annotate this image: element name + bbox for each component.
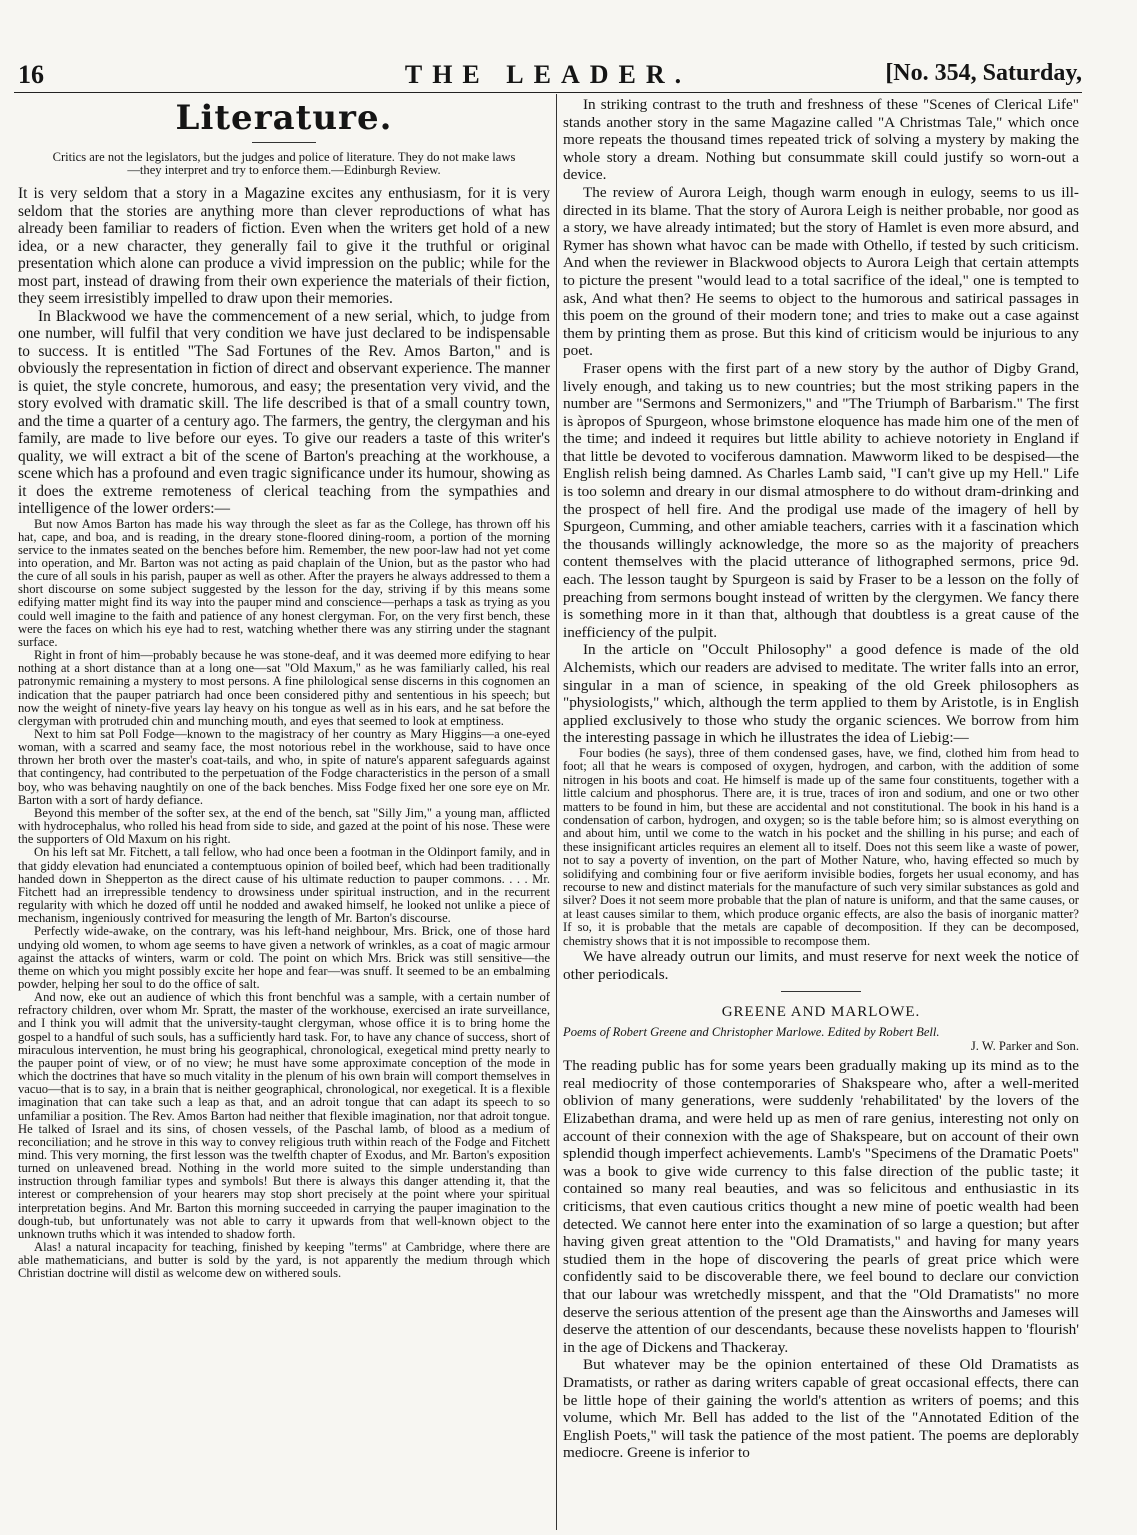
page-number: 16 [18,60,44,89]
quoted-paragraph: Beyond this member of the softer sex, at the end of the bench, sat "Silly Jim," a young man, afflicted with hydrocephalus, who rolled his head from side to side, and gazed at the point of his nose. These were the supporters of Old Maxum on his right. [18,805,550,847]
article-paragraph: It is very seldom that a story in a Magazine excites any enthusiasm, for it is very seldom that the stories are anything more than clever reproductions of what has already been familiar to readers of fiction. Even when the writers get hold of a new idea, or a new character, they generally fail to give it the truthful or original presentation which alone can produce a vivid impression on the public; while for the most part, instead of drawing from their own experience the materials of their fiction, they seem irresistibly impelled to draw upon their memories. [18,185,550,307]
article-paragraph: In Blackwood we have the commencement of a new serial, which, to judge from one number, will fulfil that very condition we have just declared to be indispensable to success. It is entitled "The Sad Fortunes of the Rev. Amos Barton," and is obviously the representation in fiction of direct and observant experience. The manner is quiet, the style concrete, humorous, and easy; the presentation very vivid, and the story evolved with dramatic skill. The life described is that of a small country town, and the time a quarter of a century ago. The farmers, the gentry, the clergyman and his family, are made to live before our eyes. To give our readers a taste of this writer's quality, we will extract a bit of the scene of Barton's preaching at the workhouse, a scene which has a profound and even tragic significance under its humour, showing as it does the extreme remoteness of clerical teaching from the sympathies and intelligence of the lower orders:— [18,307,550,517]
article-paragraph: We have already outrun our limits, and must reserve for next week the notice of other periodicals. [563,948,1079,983]
right-column [563,96,1079,1528]
article-paragraph: The reading public has for some years been gradually making up its mind as to the real mediocrity of those contemporaries of Shakspeare who, after a well-merited oblivion of many generations, were suddenly 'rehabilitated' by the lovers of the Elizabethan drama, and were held up as men of rare genius, interesting not only on account of their connexion with the age of Shakspeare, but on account of their own splendid though imperfect achievements. Lamb's "Specimens of the Dramatic Poets" was a book to give wide currency to this false direction of the public taste; it contained so many real beauties, and was so felicitous and enthusiastic in its criticisms, that even cautious critics thought a new mine of poetic wealth had been detected. We cannot here enter into the examination of so large a question; but after having given great attention to the "Old Dramatists," and having for many years studied them in the hope of discovering the pearls of great price which were confidently said to be discoverable there, we feel bound to declare our conviction that our labour was wretchedly misspent, and that the "Old Dramatists" no more deserve the serious attention of the present age than the Ainsworths and Jameses will deserve the attention of our descendants, because these novelists happen to 'flourish' in the age of Dickens and Thackeray. [563,1057,1079,1356]
quoted-paragraph: Right in front of him—probably because he was stone-deaf, and it was deemed more edifying to hear nothing at a short distance than at a long one—sat "Old Maxum," as he was familiarly called, his real patronymic remaining a mystery to most persons. A fine philological sense discerns in this cognomen an indication that the pauper patriarch had once been considered pithy and sententious in his speech; but now the weight of ninety-five years lay heavy on his tongue as well as in his ears, and he sat before the clergyman with protruded chin and munching mouth, and eyes that seemed to look at emptiness. [18,648,550,728]
ornament-rule [252,142,316,143]
article-paragraph: Fraser opens with the first part of a new story by the author of Digby Grand, lively enough, and taking us to new countries; but the most striking papers in the number are "Sermons and Sermonizers," and "The Triumph of Barbarism." The first is àpropos of Spurgeon, whose brimstone eloquence has made him one of the men of the time; and indeed it requires but little ability to achieve notoriety in England if that little be devoted to vociferous damnation. Mawworm liked to be despised—the English relish being damned. As Charles Lamb said, "I can't give up my Hell." Life is too solemn and dreary in our dismal atmosphere to do without dram-drinking and the prospect of hell fire. And the prodigal use made of the imagery of hell by Spurgeon, Cumming, and other amiable teachers, carries with it a fascination which the thousands willingly acknowledge, the more so as the majority of preachers content themselves with the placid utterance of lithographed sermons, price 9d. each. The lesson taught by Spurgeon is said by Fraser to be a lesson on the folly of preaching from sermons bought instead of written by the clergymen. We fancy there is something more in it than that, although that doubtless is a great cause of the inefficiency of the pulpit. [563,359,1079,641]
review-citation: Poems of Robert Greene and Christopher Marlowe. Edited by Robert Bell. [563,1025,940,1040]
quoted-paragraph: Next to him sat Poll Fodge—known to the magistracy of her country as Mary Higgins—a one-eyed woman, with a scarred and seamy face, the most notorious rebel in the workhouse, said to have once thrown her broth over the master's coat-tails, and who, in spite of nature's apparent safeguards against that contingency, had contributed to the perpetuation of the Fodge characteristics in the person of a small boy, who was behaving naughtily on one of the back benches. Miss Fodge fixed her one sore eye on Mr. Barton with a sort of hardy defiance. [18,727,550,807]
quoted-paragraph: Alas! a natural incapacity for teaching, finished by keeping "terms" at Cambridge, where there are able mathematicians, and butter is sold by the yard, is not apparently the medium through which Christian doctrine will distil as welcome dew on withered souls. [18,1240,550,1281]
quoted-paragraph: And now, eke out an audience of which this front benchful was a sample, with a certain number of refractory children, over whom Mr. Spratt, the master of the workhouse, exercised an irate surveillance, and I think you will admit that the university-taught clergyman, whose office it is to bring home the gospel to a handful of such souls, has a sufficiently hard task. For, to have any chance of success, short of miraculous intervention, he must bring his geographical, chronological, exegetical mind pretty nearly to the pauper point of view, or of no view; he must have some approximate conception of the mode in which the doctrines that have so much vitality in the plenum of his own brain will comport themselves in vacuo—that is to say, in a brain that is neither geographical, chronological, nor exegetical. It is a flexible imagination that can take such a leap as that, and an adroit tongue that can adapt its speech to so unfamiliar a position. The Rev. Amos Barton had neither that flexible imagination, nor that adroit tongue. He talked of Israel and its sins, of chosen vessels, of the Paschal lamb, of blood as a medium of reconciliation; and he strove in this way to convey religious truth within reach of the Fodge and Fitchett mind. This very morning, the first lesson was the twelfth chapter of Exodus, and Mr. Barton's exposition turned on unleavened bread. Nothing in the world more suited to the simple understanding than instruction through familiar types and symbols! But there is always this danger attending it, that the interest or comprehension of your hearers may stop short precisely at the point where your spiritual interpretation begins. And Mr. Barton this morning succeeded in carrying the pauper imagination to the dough-tub, but unfortunately was not able to carry it upwards from that well-known object to the unknown truths which it was intended to shadow forth. [18,990,550,1241]
newspaper-title: THE LEADER. [404,60,692,89]
review-title: GREENE AND MARLOWE. [721,1004,921,1021]
quoted-paragraph: On his left sat Mr. Fitchett, a tall fellow, who had once been a footman in the Oldinport family, and in that giddy elevation had enunciated a contemptuous opinion of boiled beef, which had been traditionally handed down in Shepperton as the direct cause of his ultimate reduction to pauper commons. . . . Mr. Fitchett had an irrepressible tendency to drowsiness under spiritual instruction, and in the recurrent regularity with which he dozed off until he nodded and awaked himself, he looked not unlike a piece of mechanism, ingeniously contrived for measuring the length of Mr. Barton's discourse. [18,845,550,926]
epigraph: Critics are not the legislators, but the judges and police of literature. They do not make laws—they interpret and try to enforce them.—Edinburgh Review. [52,150,516,177]
quoted-paragraph: Four bodies (he says), three of them condensed gases, have, we find, clothed him from head to foot; all that he wears is composed of oxygen, hydrogen, and carbon, with the addition of some nitrogen in his boots and coat. He himself is made up of the same four constituents, together with a little calcium and phosphorus. There are, it is true, traces of iron and sodium, and one or two other matters to be found in him, but these are accidental and not constitutional. The book in his hand is a condensation of carbon, hydrogen, and oxygen; so is the table before him; so is almost everything on and about him, until we come to the watch in his pocket and the shilling in his purse; and each of these insignificant articles requires an element all to itself. Does not this seem like a waste of power, not to say a poverty of invention, on the part of Mother Nature, who, having effected so much by solidifying and combining four or five aeriform invisible bodies, forgets her usual economy, and has recourse to new and distinct materials for the manufacture of such very similar substances as gold and silver? Does it not seem more probable that the plan of nature is uniform, and that the same causes, or at least causes similar to them, which produce organic effects, are also the basis of inorganic matter? If so, it is probable that the metals are capable of decomposition. If they can be decomposed, chemistry shows that it is not impossible to recompose them. [563,745,1079,948]
issue-info: [No. 354, Saturday, [885,60,1082,86]
masthead [14,58,1082,93]
article-paragraph: In the article on "Occult Philosophy" a good defence is made of the old Alchemists, which our readers are advised to meditate. The writer falls into an error, singular in a man of science, in speaking of the old Greek philosophers as "physiologists," which, although the term applied to them by Aristotle, is in English applied exclusively to those who study the organic sciences. We borrow from him the interesting passage in which he illustrates the idea of Liebig:— [563,641,1079,747]
left-column [18,96,550,1528]
article-paragraph: But whatever may be the opinion entertained of these Old Dramatists as Dramatists, or rather as daring writers capable of great occasional effects, there can be little hope of their gaining the world's attention as writers of poems; and this volume, which Mr. Bell has added to the list of the "Annotated Edition of the English Poets," will task the patience of the most patient. The poems are deplorably mediocre. Greene is inferior to [563,1356,1079,1462]
section-title: Literature. [175,98,393,138]
quoted-paragraph: But now Amos Barton has made his way through the sleet as far as the College, has thrown off his hat, cape, and boa, and is reading, in the dreary stone-floored dining-room, a portion of the morning service to the inmates seated on the benches before him. Remember, the new poor-law had not yet come into operation, and Mr. Barton was not acting as paid chaplain of the Union, but as the pastor who had the cure of all souls in his parish, pauper as well as other. After the prayers he always addressed to them a short discourse on some subject suggested by the lesson for the day, striving if by this means some edifying matter might find its way into the pauper mind and conscience—perhaps a task as trying as you could well imagine to the faith and patience of any honest clergyman. For, on the very first bench, these were the faces on which his eye had to rest, watching whether there was any stirring under the stagnant surface. [18,516,550,649]
article-paragraph: The review of Aurora Leigh, though warm enough in eulogy, seems to us ill-directed in its blame. That the story of Aurora Leigh is neither probable, nor good as a story, we have already intimated; but the story of Hamlet is even more absurd, and Rymer has shown what havoc can be made with Othello, if tested by such criticism. And when the reviewer in Blackwood objects to Aurora Leigh that certain attempts to picture the present "would lead to a total sacrifice of the ideal," one is tempted to ask, And what then? He seems to object to the humorous and satirical passages in this poem on the ground of their modern tone; and tries to make out a case against them by printing them as prose. But this kind of criticism would be injurious to any poet. [563,183,1079,360]
article-paragraph: In striking contrast to the truth and freshness of these "Scenes of Clerical Life" stands another story in the same Magazine called "A Christmas Tale," which once more repeats the thousand times repeated trick of solving a mystery by making the whole story a dream. Nothing but consummate skill could justify so worn-out a device. [563,96,1079,184]
section-rule [781,991,861,992]
quoted-paragraph: Perfectly wide-awake, on the contrary, was his left-hand neighbour, Mrs. Brick, one of those hard undying old women, to whom age seems to have given a network of wrinkles, as a coat of magic armour against the attacks of winters, warm or cold. The point on which Mrs. Brick was still sensitive—the theme on which you might possibly excite her hope and fear—was snuff. It seemed to be an embalming powder, helping her soul to do the office of salt. [18,924,550,991]
column-divider [556,94,557,1530]
review-publisher: J. W. Parker and Son. [970,1039,1079,1054]
